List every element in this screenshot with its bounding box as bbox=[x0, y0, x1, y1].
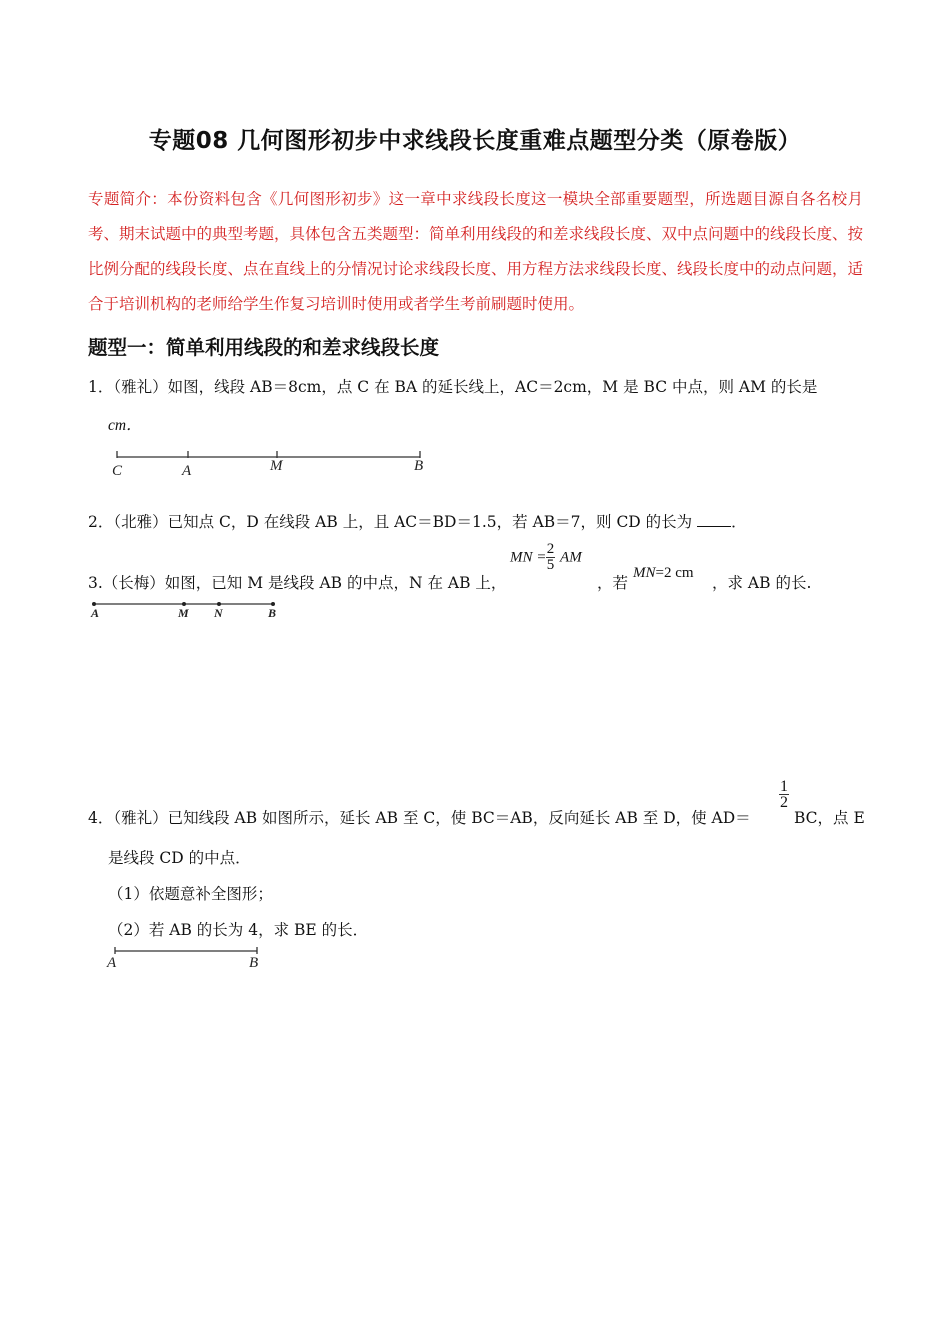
fraction-half-numerator: 1 bbox=[780, 778, 788, 795]
question-4-figure bbox=[112, 946, 272, 966]
question-3-mid: ，若 bbox=[597, 574, 629, 592]
question-4-line-1b: BC，点 E bbox=[794, 809, 865, 827]
formula-mn-length: =2 cm bbox=[655, 565, 694, 581]
question-3-prefix: 3.（长梅）如图，已知 M 是线段 AB 的中点，N 在 AB 上， bbox=[88, 574, 507, 592]
formula-mn-2: MN bbox=[633, 565, 656, 581]
label-a-q4: A bbox=[107, 955, 117, 971]
question-4-part-2: （2）若 AB 的长为 4，求 BE 的长． bbox=[108, 921, 369, 939]
intro-paragraph: 专题简介：本份资料包含《几何图形初步》这一章中求线段长度这一模块全部重要题型，所选题目源自各名校月考、期末试题中的典型考题，具体包含五类题型：简单利用线段的和差求线段长度、双中点问题中的线段长度、按比例分配的线段长度、点在直线上的分情况讨论求线段长度、用方程方法求线段长度、线段长度中的动点问题，适合于培训机构的老师给学生作复习培训时使用或者学生考前刷题时使用。 bbox=[88, 190, 864, 313]
question-4-line-1a: 4．（雅礼）已知线段 AB 如图所示，延长 AB 至 C，使 BC＝AB，反向延长 AB 至 D，使 AD＝ bbox=[88, 809, 751, 827]
question-3-suffix: ，求 AB 的长. bbox=[712, 574, 812, 592]
label-m-q3: M bbox=[178, 606, 189, 620]
question-2 bbox=[88, 510, 747, 532]
question-1-line-2: cm． bbox=[108, 417, 142, 434]
fraction-numerator: 2 bbox=[546, 541, 555, 557]
label-n-q3: N bbox=[214, 606, 223, 620]
section-heading-1: 题型一：简单利用线段的和差求线段长度 bbox=[88, 336, 440, 359]
formula-mn-value bbox=[633, 563, 694, 582]
label-b-q3: B bbox=[268, 606, 277, 620]
formula-mn-ratio bbox=[510, 542, 582, 573]
label-m: M bbox=[270, 458, 283, 474]
question-2-text: 2．（北雅）已知点 C，D 在线段 AB 上，且 AC＝BD＝1.5，若 AB＝7，则 CD 的长为 bbox=[88, 513, 693, 531]
formula-equals: = bbox=[537, 549, 546, 566]
answer-blank bbox=[697, 512, 731, 527]
question-4-part-1: （1）依题意补全图形； bbox=[108, 885, 273, 903]
question-4-line-2: 是线段 CD 的中点． bbox=[108, 849, 251, 867]
label-b-q4: B bbox=[249, 955, 259, 971]
formula-mn: MN bbox=[510, 549, 533, 566]
fraction-one-half bbox=[779, 779, 789, 810]
fraction-denominator: 5 bbox=[546, 557, 555, 573]
question-2-tail: ． bbox=[731, 513, 747, 531]
fraction-two-fifths bbox=[546, 542, 556, 573]
label-c: C bbox=[112, 463, 123, 479]
question-1-line-1: 1．（雅礼）如图，线段 AB＝8cm，点 C 在 BA 的延长线上，AC＝2cm，M 是 BC 中点，则 AM 的长是 bbox=[88, 378, 818, 396]
page-title: 专题08 几何图形初步中求线段长度重难点题型分类（原卷版） bbox=[148, 128, 802, 154]
label-a: A bbox=[182, 463, 192, 479]
formula-am: AM bbox=[560, 549, 582, 566]
fraction-half bbox=[779, 779, 789, 810]
question-3-figure bbox=[92, 598, 292, 618]
label-b: B bbox=[414, 458, 424, 474]
fraction-half-denominator: 2 bbox=[780, 794, 788, 811]
label-a-q3: A bbox=[91, 606, 100, 620]
